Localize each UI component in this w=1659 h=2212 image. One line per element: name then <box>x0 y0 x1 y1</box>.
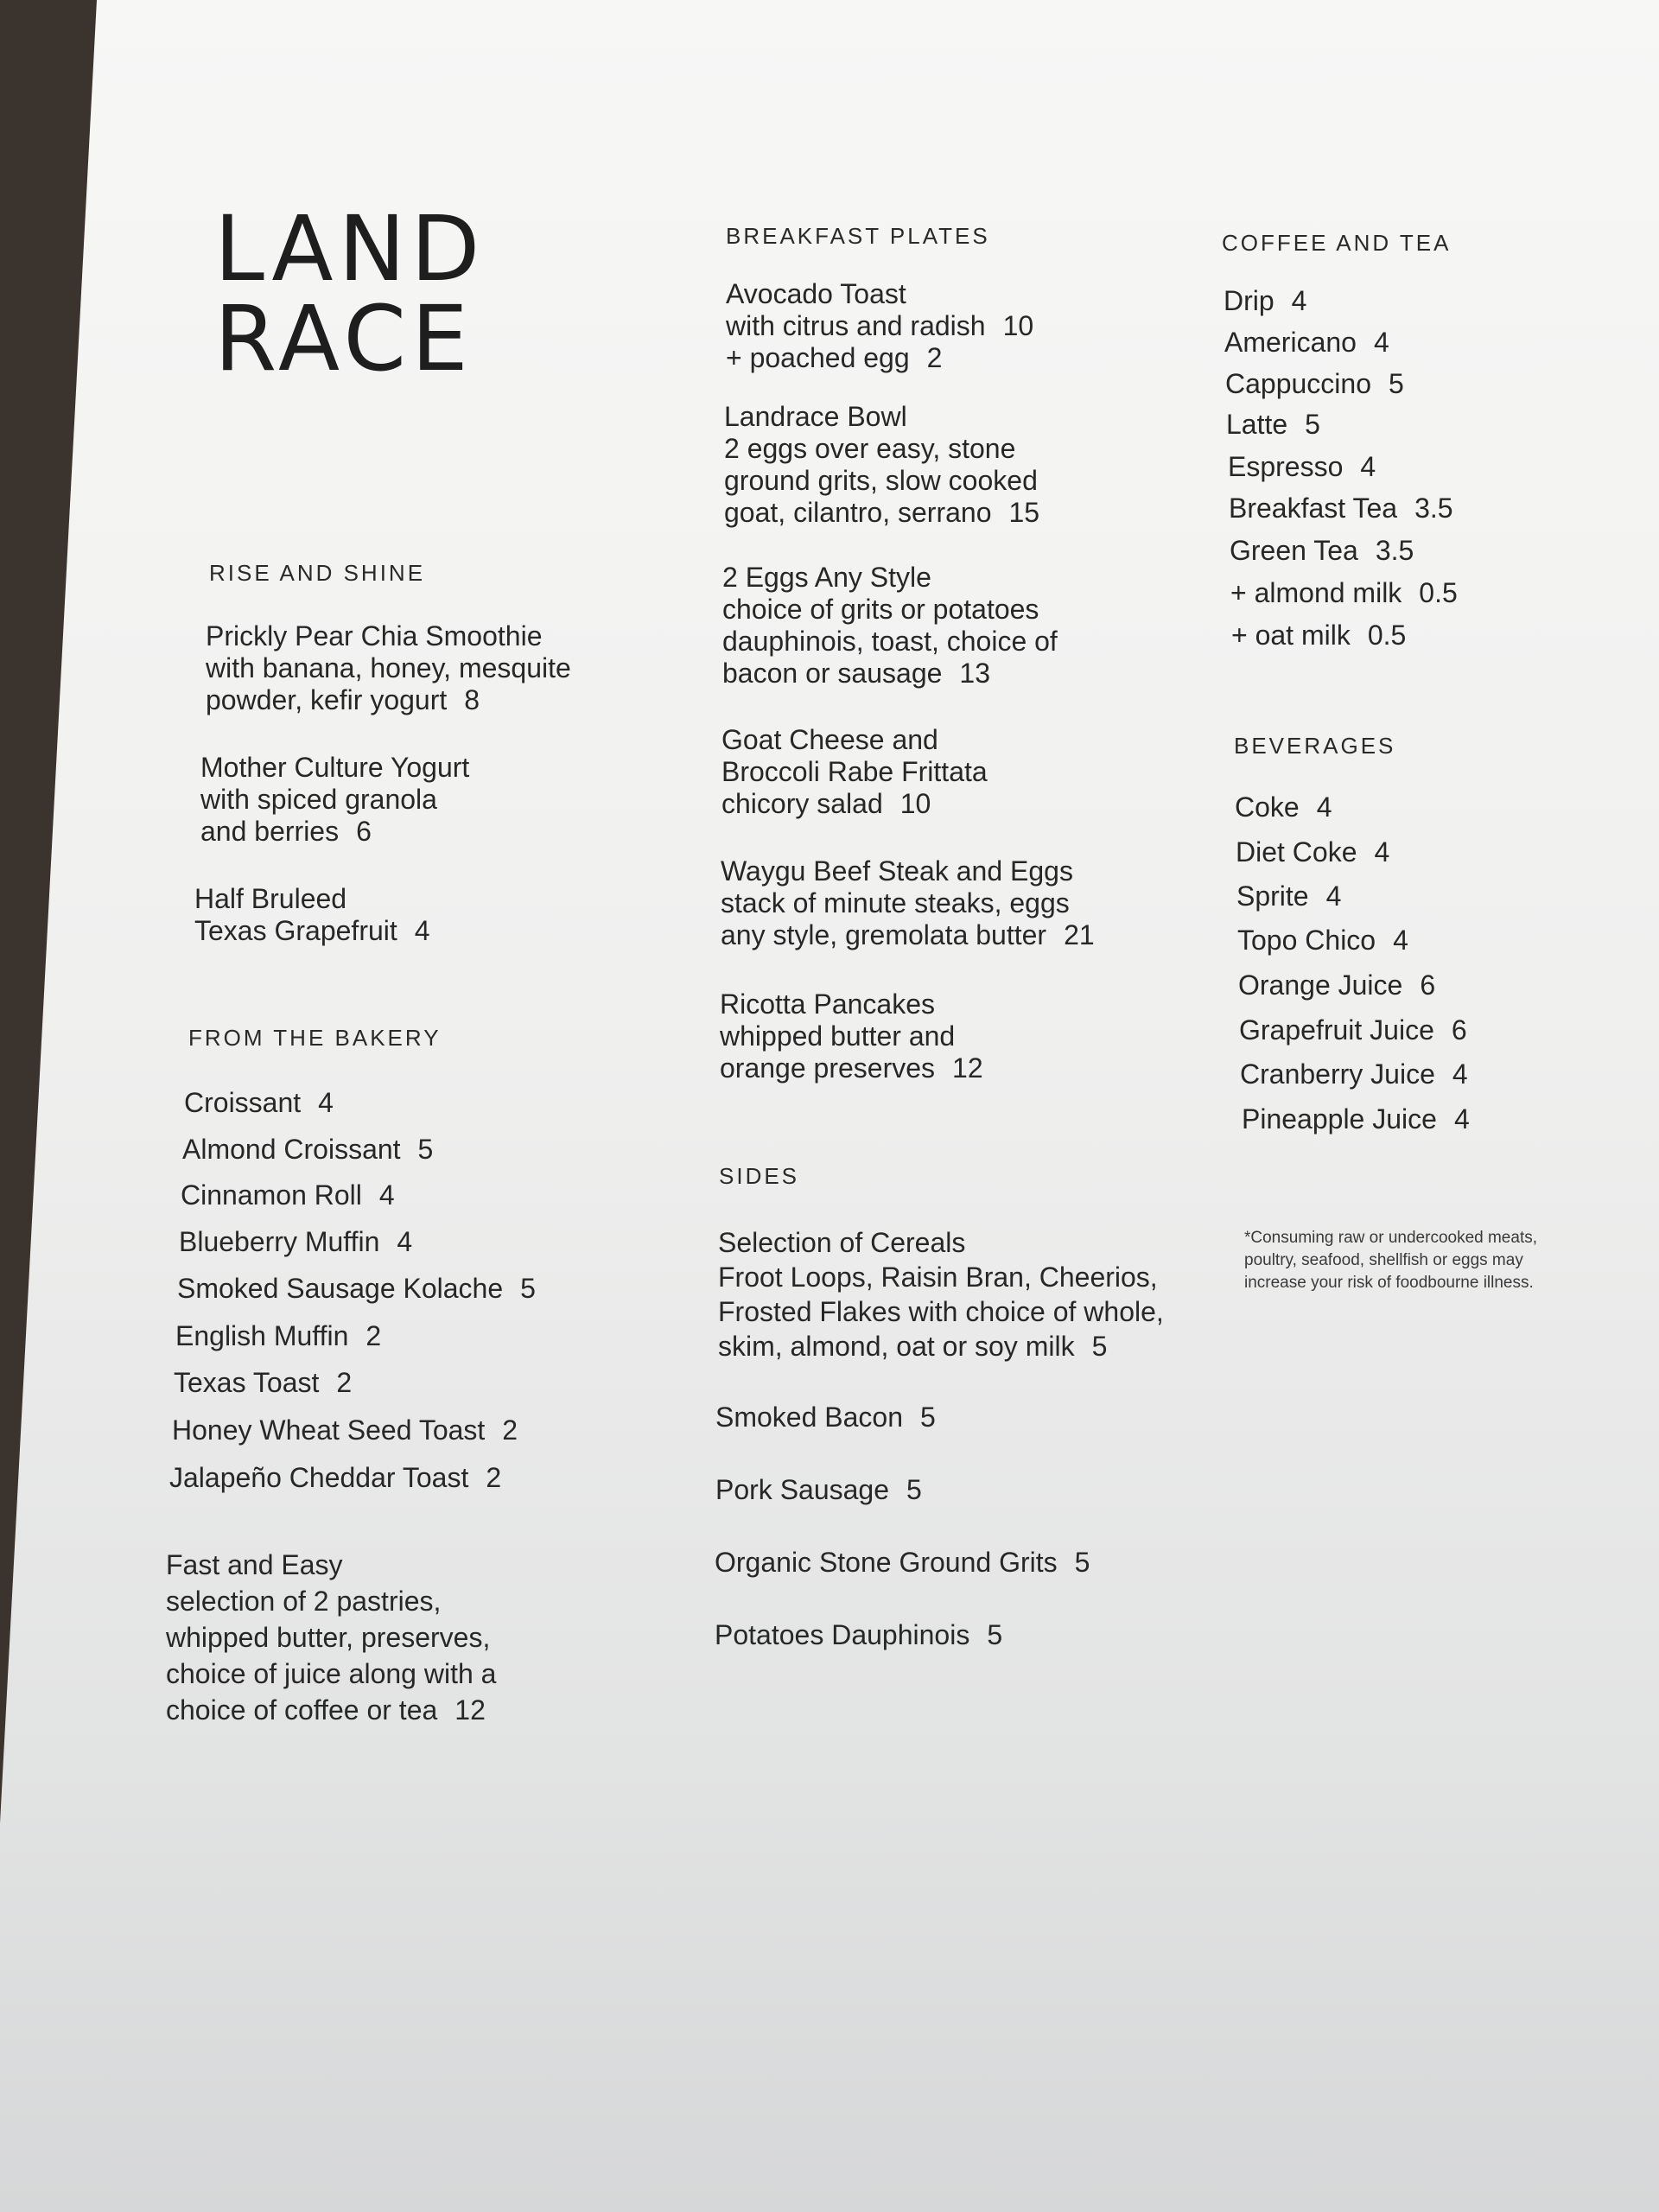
coffee-item-latte: Latte 5 <box>1226 409 1320 440</box>
side-grits: Organic Stone Ground Grits 5 <box>715 1547 1090 1578</box>
bakery-item-honey-wheat-toast: Honey Wheat Seed Toast 2 <box>172 1414 518 1446</box>
item-desc: 2 eggs over easy, stone <box>724 433 1016 464</box>
item-price: 5 <box>1074 1547 1090 1578</box>
item-price: 0.5 <box>1367 620 1407 651</box>
item-desc: choice of juice along with a <box>166 1658 497 1689</box>
bakery-item-almond-croissant: Almond Croissant 5 <box>182 1134 434 1165</box>
item-price: 4 <box>1373 327 1389 358</box>
item-price: 5 <box>1389 368 1404 399</box>
section-title-rise-and-shine: RISE AND SHINE <box>209 560 426 586</box>
item-price: 2 <box>365 1320 382 1351</box>
item-desc: choice of grits or potatoes <box>722 594 1039 625</box>
item-desc-with-price: skim, almond, oat or soy milk 5 <box>718 1331 1108 1362</box>
coffee-item-oat-milk: + oat milk 0.5 <box>1231 620 1407 651</box>
food-safety-disclaimer: *Consuming raw or undercooked meats, poultry, seafood, shellfish or eggs may increase your risk of foodbourne illness. <box>1244 1229 1538 1292</box>
bakery-item-texas-toast: Texas Toast 2 <box>174 1367 353 1398</box>
section-title-sides: SIDES <box>719 1163 800 1189</box>
item-price: 3.5 <box>1375 535 1414 566</box>
coffee-item-breakfast-tea: Breakfast Tea 3.5 <box>1229 493 1453 524</box>
bakery-item-cinnamon-roll: Cinnamon Roll 4 <box>181 1179 395 1211</box>
item-price: 5 <box>906 1474 922 1505</box>
item-name: Half Bruleed <box>194 883 347 914</box>
coffee-item-cappuccino: Cappuccino 5 <box>1225 368 1404 399</box>
item-desc: with banana, honey, mesquite <box>206 652 571 683</box>
item-name: Goat Cheese and <box>721 724 938 755</box>
bakery-item-croissant: Croissant 4 <box>184 1087 334 1118</box>
item-price: 6 <box>356 816 372 847</box>
menu-item-fast-and-easy <box>166 1547 496 1728</box>
item-price: 3.5 <box>1414 493 1453 524</box>
item-price: 4 <box>1452 1058 1468 1090</box>
brand-logo-line1: LAND <box>214 196 486 302</box>
item-desc: Frosted Flakes with choice of whole, <box>718 1296 1164 1327</box>
item-price: 4 <box>414 915 430 946</box>
item-price: 12 <box>952 1052 983 1084</box>
item-name: Prickly Pear Chia Smoothie <box>206 620 543 652</box>
beverage-item-topo-chico: Topo Chico 4 <box>1237 925 1408 956</box>
item-price: 5 <box>920 1402 936 1433</box>
item-name: Ricotta Pancakes <box>720 988 936 1020</box>
beverage-item-coke: Coke 4 <box>1235 791 1332 823</box>
beverage-item-diet-coke: Diet Coke 4 <box>1236 836 1390 868</box>
item-name: Landrace Bowl <box>724 401 907 432</box>
plate-landrace-bowl <box>724 401 1039 529</box>
bakery-item-english-muffin: English Muffin 2 <box>175 1320 382 1351</box>
item-name: Waygu Beef Steak and Eggs <box>721 855 1073 887</box>
item-price: 0.5 <box>1419 577 1458 608</box>
coffee-item-drip: Drip 4 <box>1224 285 1307 316</box>
item-name: 2 Eggs Any Style <box>722 562 931 593</box>
coffee-item-americano: Americano 4 <box>1224 327 1389 358</box>
item-price: 4 <box>1393 925 1408 956</box>
item-desc-with-price: choice of coffee or tea 12 <box>166 1694 486 1726</box>
plate-avocado-toast <box>726 278 1033 374</box>
item-desc: stack of minute steaks, eggs <box>721 887 1070 918</box>
brand-logo <box>214 196 486 391</box>
beverage-item-grapefruit-juice: Grapefruit Juice 6 <box>1239 1014 1467 1046</box>
item-price: 4 <box>378 1179 395 1211</box>
item-price: 2 <box>502 1414 518 1446</box>
item-price: 2 <box>926 342 943 373</box>
item-desc-with-price: and berries 6 <box>200 816 372 847</box>
item-desc-with-price: powder, kefir yogurt 8 <box>206 684 480 715</box>
item-desc-with-price: chicory salad 10 <box>721 788 931 819</box>
item-desc: dauphinois, toast, choice of <box>722 626 1058 657</box>
bakery-item-kolache: Smoked Sausage Kolache 5 <box>177 1273 536 1304</box>
item-price: 5 <box>520 1273 536 1304</box>
item-price: 4 <box>1360 451 1376 482</box>
item-desc: Froot Loops, Raisin Bran, Cheerios, <box>718 1262 1158 1293</box>
menu-item-grapefruit <box>194 883 430 947</box>
section-title-from-the-bakery: FROM THE BAKERY <box>188 1025 442 1051</box>
coffee-item-green-tea: Green Tea 3.5 <box>1230 535 1414 566</box>
item-price: 8 <box>464 684 480 715</box>
coffee-item-espresso: Espresso 4 <box>1228 451 1376 482</box>
item-price: 6 <box>1420 969 1436 1001</box>
brand-logo-line2: RACE <box>214 286 474 391</box>
item-desc: whipped butter, preserves, <box>166 1622 491 1653</box>
item-price: 4 <box>1325 880 1342 912</box>
item-price: 13 <box>959 658 990 689</box>
item-price: 5 <box>417 1134 434 1165</box>
item-name: Mother Culture Yogurt <box>200 752 470 783</box>
bakery-item-jalapeno-toast: Jalapeño Cheddar Toast 2 <box>169 1462 502 1493</box>
item-desc-with-price: any style, gremolata butter 21 <box>721 919 1095 950</box>
section-title-breakfast-plates: BREAKFAST PLATES <box>726 223 990 249</box>
item-desc: ground grits, slow cooked <box>724 465 1038 496</box>
plate-waygu-steak <box>721 855 1095 951</box>
item-price: 10 <box>899 788 931 819</box>
section-title-coffee-and-tea: COFFEE AND TEA <box>1222 230 1452 256</box>
item-name: Fast and Easy <box>166 1549 343 1580</box>
item-price: 4 <box>1453 1103 1470 1135</box>
item-name: Selection of Cereals <box>718 1227 966 1258</box>
plate-frittata <box>721 724 988 820</box>
plate-2-eggs-any-style <box>722 562 1058 690</box>
item-desc-with-price: Texas Grapefruit 4 <box>194 915 430 946</box>
item-price: 2 <box>336 1367 353 1398</box>
item-price: 10 <box>1002 310 1034 341</box>
item-price: 5 <box>987 1619 1003 1650</box>
side-potatoes: Potatoes Dauphinois 5 <box>715 1619 1003 1650</box>
menu-item-smoothie <box>206 620 571 716</box>
menu-item-yogurt <box>200 752 469 848</box>
bakery-item-blueberry-muffin: Blueberry Muffin 4 <box>179 1226 413 1257</box>
beverage-item-cranberry-juice: Cranberry Juice 4 <box>1240 1058 1468 1090</box>
beverage-item-sprite: Sprite 4 <box>1236 880 1342 912</box>
item-price: 4 <box>1374 836 1390 868</box>
item-price: 4 <box>397 1226 413 1257</box>
item-price: 15 <box>1008 497 1040 528</box>
item-price: 4 <box>318 1087 334 1118</box>
item-price: 5 <box>1305 409 1320 440</box>
item-desc: selection of 2 pastries, <box>166 1586 442 1617</box>
side-smoked-bacon: Smoked Bacon 5 <box>715 1402 936 1433</box>
plate-ricotta-pancakes <box>720 988 983 1084</box>
item-desc: with spiced granola <box>200 784 437 815</box>
item-price: 4 <box>1291 285 1307 316</box>
section-title-beverages: BEVERAGES <box>1234 733 1396 759</box>
beverage-item-orange-juice: Orange Juice 6 <box>1238 969 1436 1001</box>
item-price: 12 <box>454 1694 486 1726</box>
side-cereals <box>718 1225 1164 1363</box>
item-desc-with-price: orange preserves 12 <box>720 1052 983 1084</box>
item-name: Avocado Toast <box>726 278 906 309</box>
item-desc: whipped butter and <box>720 1020 956 1052</box>
side-pork-sausage: Pork Sausage 5 <box>715 1474 922 1505</box>
coffee-item-almond-milk: + almond milk 0.5 <box>1230 577 1458 608</box>
item-addon-with-price: + poached egg 2 <box>726 342 943 373</box>
item-price: 2 <box>486 1462 502 1493</box>
item-price: 21 <box>1064 919 1095 950</box>
item-desc-with-price: bacon or sausage 13 <box>722 658 990 689</box>
item-price: 6 <box>1451 1014 1467 1046</box>
beverage-item-pineapple-juice: Pineapple Juice 4 <box>1242 1103 1470 1135</box>
item-price: 4 <box>1316 791 1332 823</box>
item-name-cont: Broccoli Rabe Frittata <box>721 756 988 787</box>
item-desc-with-price: with citrus and radish 10 <box>726 310 1034 341</box>
item-price: 5 <box>1091 1331 1108 1362</box>
item-desc-with-price: goat, cilantro, serrano 15 <box>724 497 1040 528</box>
